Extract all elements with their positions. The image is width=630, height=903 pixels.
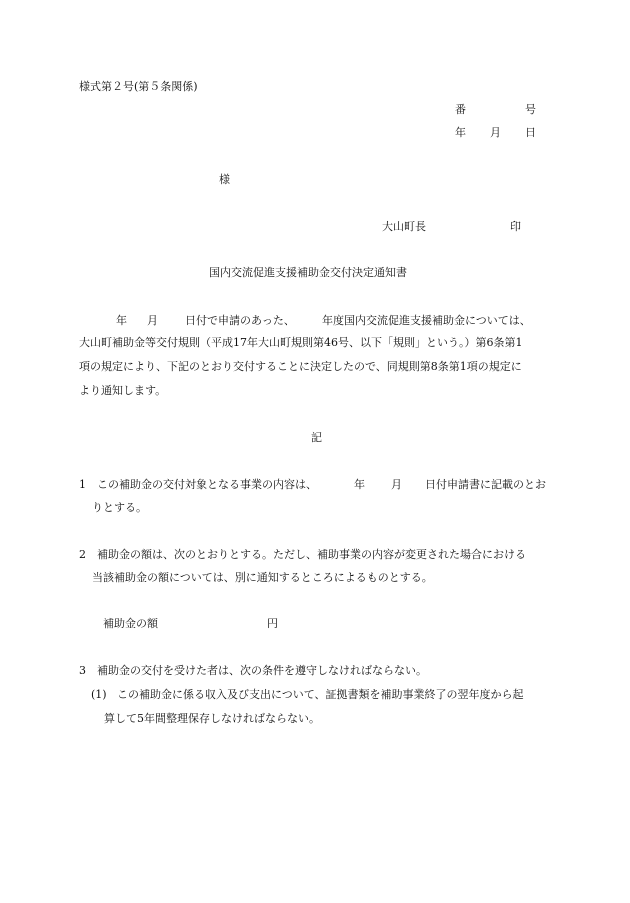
intro-fiscal-year-text: 年度国内交流促進支援補助金については、 xyxy=(322,314,531,327)
addressee-suffix: 様 xyxy=(219,173,230,186)
ki-heading: 記 xyxy=(311,431,322,444)
intro-year: 年 xyxy=(116,314,127,327)
date-year: 年 xyxy=(455,126,466,139)
item-2-number: 2 xyxy=(79,548,86,561)
item-1-number: 1 xyxy=(79,478,86,491)
seal-mark: 印 xyxy=(510,220,521,233)
issuer-title: 大山町長 xyxy=(382,220,426,233)
item-3-sub-1-number: (1) xyxy=(91,688,107,701)
date-month: 月 xyxy=(490,126,501,139)
form-label: 様式第２号(第５条関係) xyxy=(79,80,198,93)
item-2-line-1: 補助金の額は、次のとおりとする。ただし、補助事業の内容が変更された場合における xyxy=(97,548,526,561)
intro-month: 月 xyxy=(147,314,158,327)
item-3-sub-1-line-2: 算して5年間整理保存しなければならない。 xyxy=(104,712,320,725)
item-3-sub-1-line-1: この補助金に係る収入及び支出について、証拠書類を補助事業終了の翌年度から起 xyxy=(117,688,524,701)
intro-day-text: 日付で申請のあった、 xyxy=(185,314,295,327)
date-day: 日 xyxy=(525,126,536,139)
item-2-line-2: 当該補助金の額については、別に通知するところによるものとする。 xyxy=(92,571,433,584)
amount-label: 補助金の額 xyxy=(103,617,158,630)
item-3-line-1: 補助金の交付を受けた者は、次の条件を遵守しなければならない。 xyxy=(97,664,427,677)
item-1-text: この補助金の交付対象となる事業の内容は、 xyxy=(97,478,317,491)
item-1-year: 年 xyxy=(354,478,365,491)
intro-line-2: 大山町補助金等交付規則（平成17年大山町規則第46号、以下「規則」という。）第6条第1 xyxy=(79,336,523,349)
number-label: 番 xyxy=(455,103,466,116)
item-3-number: 3 xyxy=(79,664,86,677)
document-title: 国内交流促進支援補助金交付決定通知書 xyxy=(209,266,407,279)
amount-unit: 円 xyxy=(267,617,278,630)
item-1-line-2: りとする。 xyxy=(92,501,147,514)
item-1-month: 月 xyxy=(391,478,402,491)
intro-line-4: より通知します。 xyxy=(79,384,167,397)
number-suffix: 号 xyxy=(525,103,536,116)
item-1-day-text: 日付申請書に記載のとお xyxy=(425,478,546,491)
intro-line-3: 項の規定により、下記のとおり交付することに決定したので、同規則第8条第1項の規定に xyxy=(79,360,522,373)
